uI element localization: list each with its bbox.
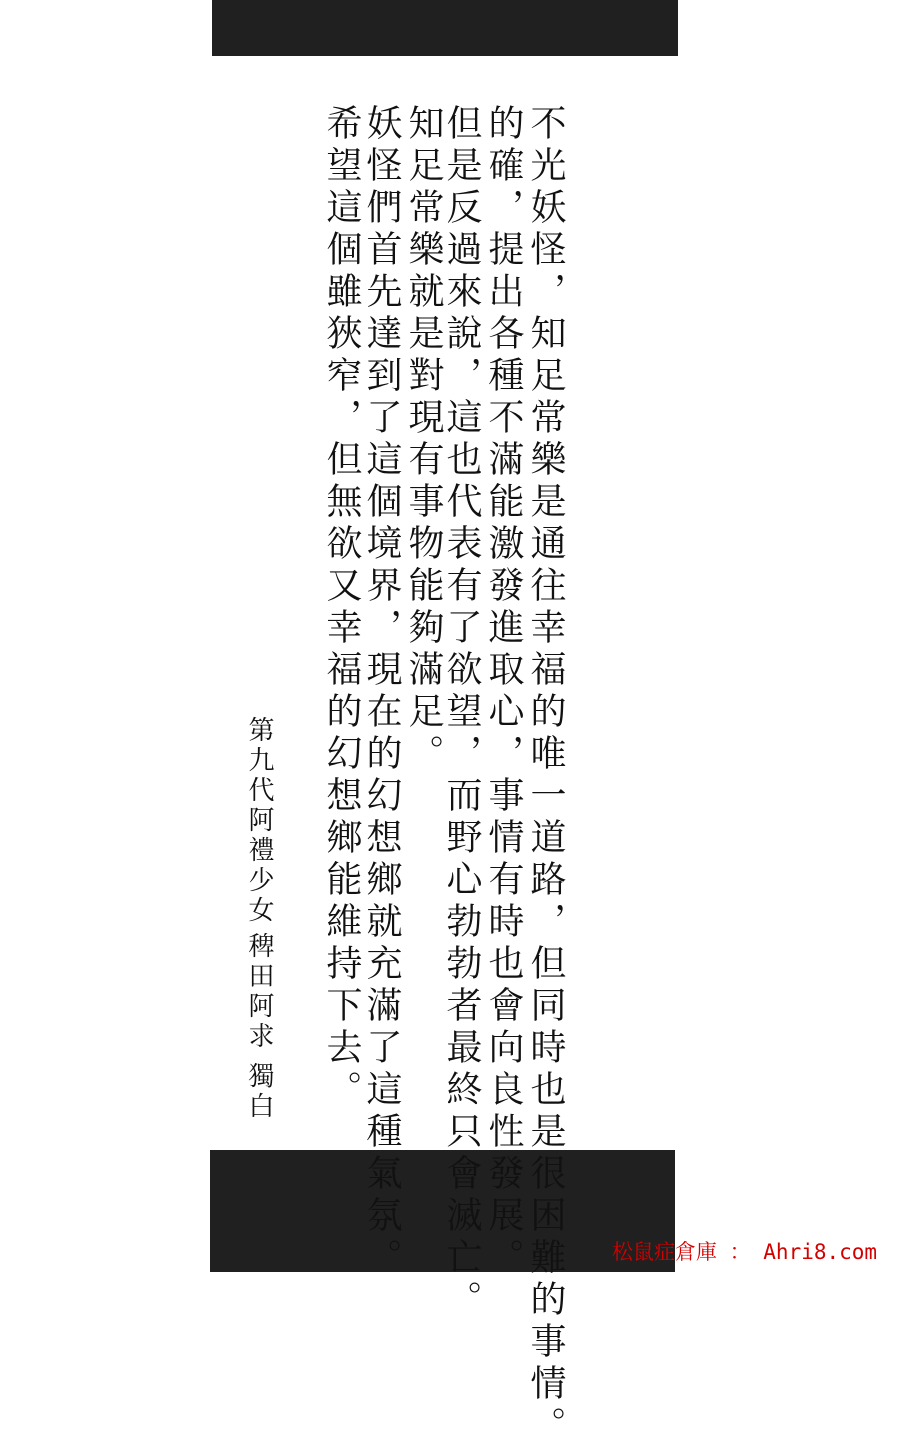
text-column-1: 不光妖怪，知足常樂是通往幸福的唯一道路，但同時也是很困難的事情。 — [525, 104, 566, 1448]
site-watermark: 松鼠症倉庫 ： Ahri8.com — [612, 1240, 878, 1264]
text-column-4: 知足常樂就是對現有事物能夠滿足。 — [403, 104, 444, 776]
signature-name: 稗田阿求 — [244, 932, 274, 1052]
text-column-3: 但是反過來說，這也代表有了欲望，而野心勃勃者最終只會滅亡。 — [441, 104, 482, 1322]
signature-title: 第九代阿禮少女 — [244, 716, 274, 926]
top-black-band — [212, 0, 678, 56]
text-column-2: 的確，提出各種不滿能激發進取心，事情有時也會向良性發展。 — [483, 104, 524, 1280]
signature-closing: 獨白 — [244, 1062, 274, 1122]
text-column-5: 妖怪們首先達到了這個境界，現在的幻想鄉就充滿了這種氣氛。 — [361, 104, 402, 1280]
text-column-6: 希望這個雖狹窄，但無欲又幸福的幻想鄉能維持下去。 — [321, 104, 362, 1112]
